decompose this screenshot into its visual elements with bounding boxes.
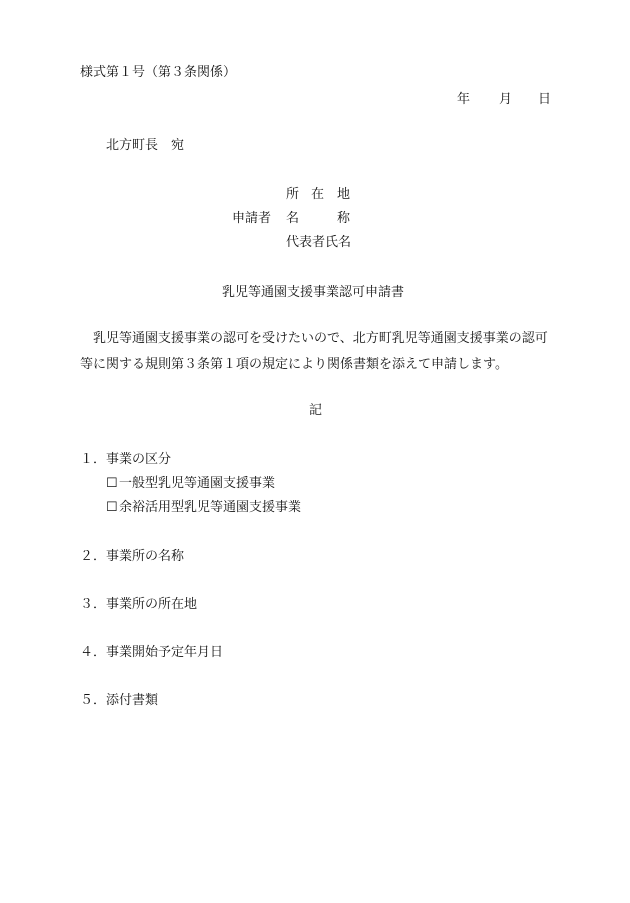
addressee: 北方町長 宛 [106,138,185,153]
category-label: 一般型乳児等通園支援事業 [119,476,276,491]
item-number: ２． [80,549,107,564]
address-label-3: 地 [337,187,351,202]
checkbox-icon[interactable]: ☐ [106,500,118,515]
record-heading: 記 [309,403,323,418]
item-number: ４． [80,645,107,660]
item-number: ３． [80,597,107,612]
item-label: 事業開始予定年月日 [106,645,224,660]
item-number: ５． [80,693,107,708]
representative-label: 代表者氏名 [286,235,352,250]
item-label: 添付書類 [106,693,159,708]
applicant-label: 申請者 [232,211,272,226]
date-year: 年 [457,92,471,107]
item-label: 事業所の名称 [106,549,185,564]
item-label: 事業所の所在地 [106,597,198,612]
name-label-2: 称 [337,211,351,226]
address-label-1: 所 [286,187,300,202]
form-number: 様式第１号（第３条関係） [80,65,237,80]
date-day: 日 [538,92,552,107]
category-label: 余裕活用型乳児等通園支援事業 [119,500,302,515]
name-label-1: 名 [286,211,300,226]
document-title: 乳児等通園支援事業認可申請書 [222,285,405,300]
body-paragraph: 乳児等通園支援事業の認可を受けたいので、北方町乳児等通園支援事業の認可等に関する規則第３条第１項の規定により関係書類を添えて申請します。 [80,331,548,372]
checkbox-icon[interactable]: ☐ [106,476,118,491]
date-month: 月 [499,92,513,107]
address-label-2: 在 [311,187,325,202]
item-label: 事業の区分 [106,452,172,467]
item-number: １． [80,452,107,467]
